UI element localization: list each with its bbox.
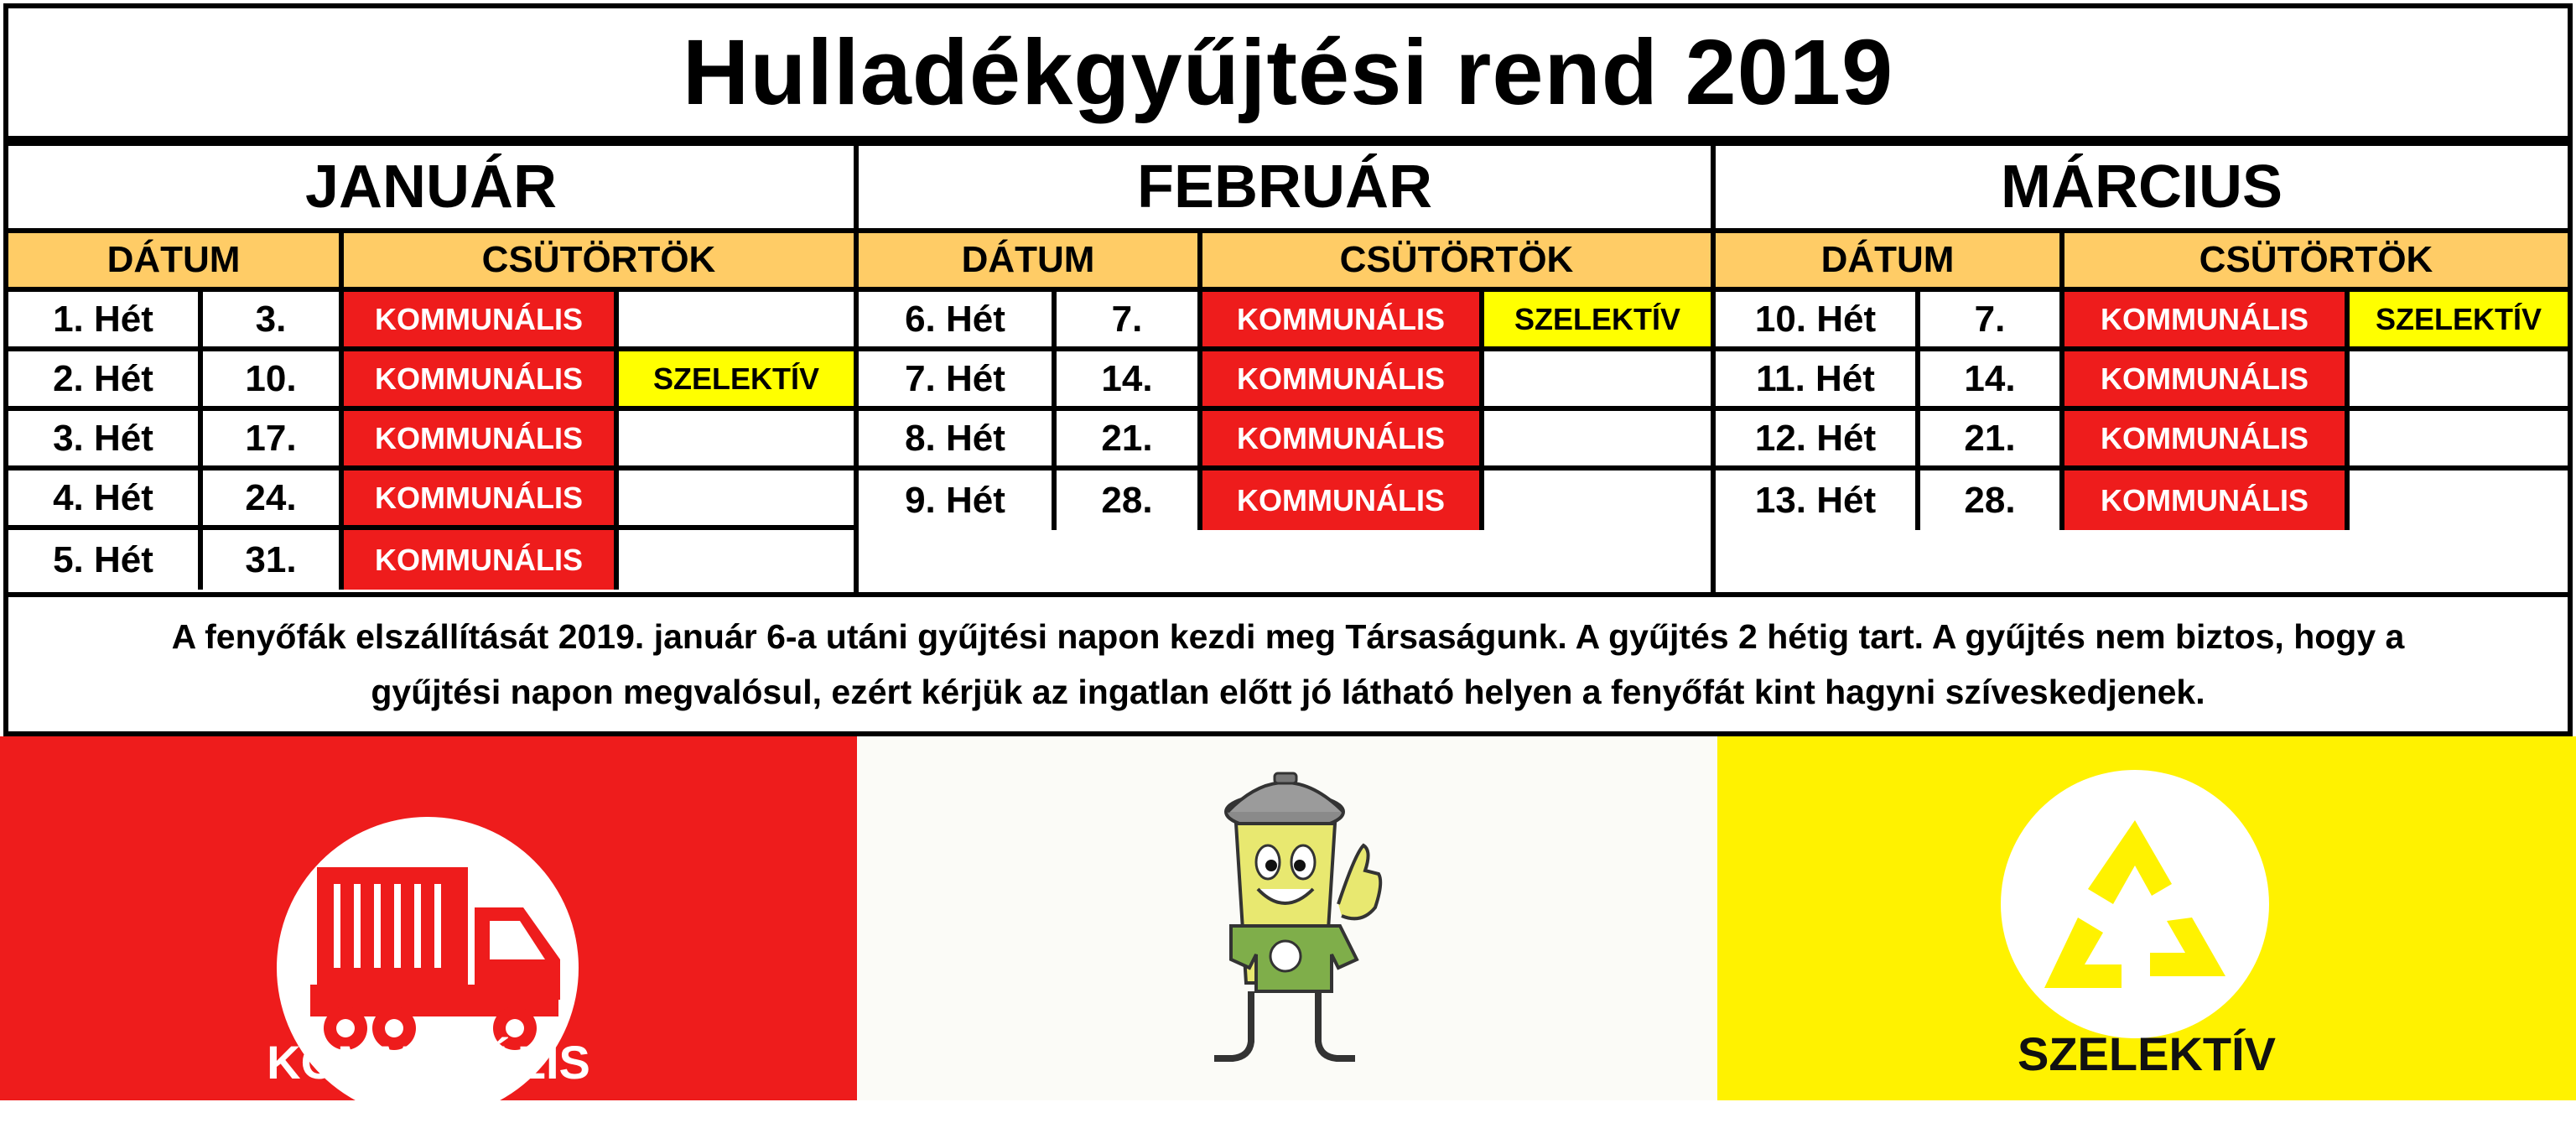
week-cell: 8. Hét xyxy=(859,411,1057,465)
month-february xyxy=(854,146,1711,592)
rows xyxy=(859,292,1711,530)
kommunalis-cell: KOMMUNÁLIS xyxy=(2064,471,2350,530)
table-row xyxy=(8,351,854,411)
table-row xyxy=(859,411,1711,471)
week-cell: 9. Hét xyxy=(859,471,1057,530)
day-header: CSÜTÖRTÖK xyxy=(481,239,716,280)
date-header: DÁTUM xyxy=(8,233,344,287)
trash-can-mascot-icon xyxy=(1159,762,1427,1089)
week-cell: 1. Hét xyxy=(8,292,203,346)
rows xyxy=(8,292,854,590)
kommunalis-cell: KOMMUNÁLIS xyxy=(2064,411,2350,465)
szelektiv-cell xyxy=(1484,351,1711,406)
week-cell: 6. Hét xyxy=(859,292,1057,346)
szelektiv-cell xyxy=(2350,351,2568,406)
table-row xyxy=(8,530,854,590)
szelektiv-cell xyxy=(619,411,854,465)
szelektiv-cell xyxy=(619,530,854,590)
day-cell: 14. xyxy=(1920,351,2064,406)
table-row xyxy=(859,471,1711,530)
table-row xyxy=(1716,471,2568,530)
day-cell: 28. xyxy=(1920,471,2064,530)
notice-line-1: A fenyőfák elszállítását 2019. január 6-a utáni gyűjtési napon kezdi meg Társaságunk. A gyűjtés 2 hétig tart. A gyűjtés nem biztos, hogy a xyxy=(171,617,2405,656)
month-march xyxy=(1711,146,2568,592)
notice-line-2: gyűjtési napon megvalósul, ezért kérjük az ingatlan előtt jó látható helyen a fenyőfát kint hagyni szíveskedjenek. xyxy=(371,673,2205,711)
kommunalis-cell: KOMMUNÁLIS xyxy=(344,411,619,465)
szelektiv-cell: SZELEKTÍV xyxy=(619,351,854,406)
rows xyxy=(1716,292,2568,530)
szelektiv-cell xyxy=(1484,411,1711,465)
table-row xyxy=(8,411,854,471)
day-header: CSÜTÖRTÖK xyxy=(2199,239,2433,280)
szelektiv-label: SZELEKTÍV xyxy=(2017,1027,2277,1080)
column-header-row xyxy=(1716,233,2568,292)
schedule-table xyxy=(3,141,2573,597)
day-cell: 3. xyxy=(203,292,344,346)
day-cell: 21. xyxy=(1920,411,2064,465)
week-cell: 10. Hét xyxy=(1716,292,1920,346)
kommunalis-cell: KOMMUNÁLIS xyxy=(2064,292,2350,346)
kommunalis-cell: KOMMUNÁLIS xyxy=(1202,292,1484,346)
mascot-panel xyxy=(857,736,1717,1100)
kommunalis-cell: KOMMUNÁLIS xyxy=(344,471,619,525)
szelektiv-cell: SZELEKTÍV xyxy=(1484,292,1711,346)
kommunalis-cell: KOMMUNÁLIS xyxy=(1202,351,1484,406)
day-cell: 28. xyxy=(1057,471,1202,530)
szelektiv-cell xyxy=(1484,471,1711,530)
day-cell: 21. xyxy=(1057,411,1202,465)
week-cell: 13. Hét xyxy=(1716,471,1920,530)
week-cell: 5. Hét xyxy=(8,530,203,590)
day-cell: 7. xyxy=(1920,292,2064,346)
week-cell: 11. Hét xyxy=(1716,351,1920,406)
day-cell: 14. xyxy=(1057,351,1202,406)
month-january xyxy=(8,146,854,592)
day-header: CSÜTÖRTÖK xyxy=(1339,239,1574,280)
szelektiv-cell: SZELEKTÍV xyxy=(2350,292,2568,346)
table-row xyxy=(1716,411,2568,471)
date-header: DÁTUM xyxy=(859,233,1202,287)
table-row xyxy=(859,292,1711,351)
column-header-row xyxy=(8,233,854,292)
kommunalis-cell: KOMMUNÁLIS xyxy=(344,292,619,346)
recycle-icon xyxy=(2001,770,2269,1038)
szelektiv-panel xyxy=(1717,736,2576,1100)
week-cell: 4. Hét xyxy=(8,471,203,525)
kommunalis-cell: KOMMUNÁLIS xyxy=(1202,471,1484,530)
kommunalis-cell: KOMMUNÁLIS xyxy=(344,351,619,406)
day-cell: 10. xyxy=(203,351,344,406)
table-row xyxy=(1716,292,2568,351)
month-title: JANUÁR xyxy=(8,146,854,233)
christmas-tree-notice xyxy=(3,597,2573,736)
table-row xyxy=(1716,351,2568,411)
table-row xyxy=(8,471,854,530)
table-row xyxy=(859,351,1711,411)
kommunalis-cell: KOMMUNÁLIS xyxy=(2064,351,2350,406)
szelektiv-cell xyxy=(2350,471,2568,530)
date-header: DÁTUM xyxy=(1716,233,2064,287)
week-cell: 3. Hét xyxy=(8,411,203,465)
week-cell: 2. Hét xyxy=(8,351,203,406)
week-cell: 12. Hét xyxy=(1716,411,1920,465)
kommunalis-cell: KOMMUNÁLIS xyxy=(1202,411,1484,465)
kommunalis-label: KOMMUNÁLIS xyxy=(267,1036,590,1089)
szelektiv-cell xyxy=(2350,411,2568,465)
column-header-row xyxy=(859,233,1711,292)
day-cell: 7. xyxy=(1057,292,1202,346)
page-title: Hulladékgyűjtési rend 2019 xyxy=(3,3,2573,141)
kommunalis-panel xyxy=(0,736,857,1100)
month-title: MÁRCIUS xyxy=(1716,146,2568,233)
szelektiv-cell xyxy=(619,292,854,346)
kommunalis-cell: KOMMUNÁLIS xyxy=(344,530,619,590)
day-cell: 24. xyxy=(203,471,344,525)
szelektiv-cell xyxy=(619,471,854,525)
table-row xyxy=(8,292,854,351)
day-cell: 31. xyxy=(203,530,344,590)
day-cell: 17. xyxy=(203,411,344,465)
month-title: FEBRUÁR xyxy=(859,146,1711,233)
week-cell: 7. Hét xyxy=(859,351,1057,406)
